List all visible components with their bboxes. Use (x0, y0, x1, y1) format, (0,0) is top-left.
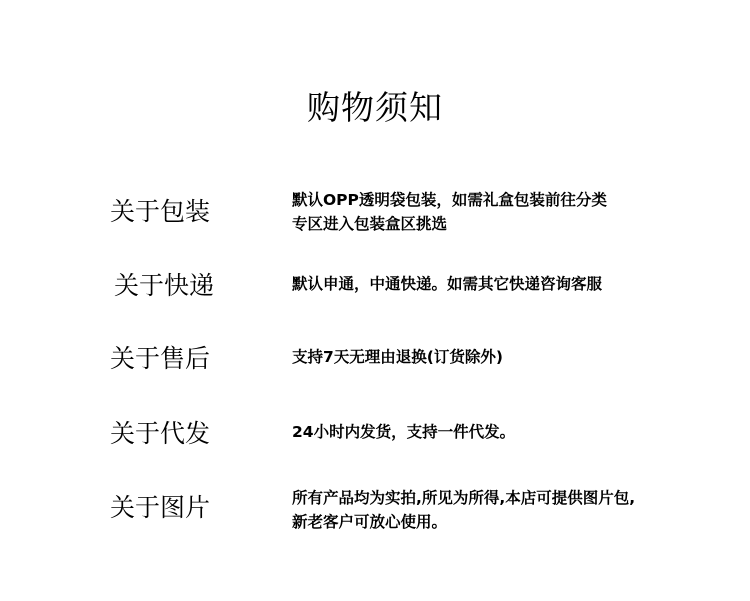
body-line: 新老客户可放心使用。 (292, 513, 448, 531)
body-line: 所有产品均为实拍,所见为所得,本店可提供图片包, (292, 489, 636, 507)
section-title-delivery: 关于快递 (114, 271, 215, 300)
body-line: 支持7天无理由退换(订货除外) (292, 348, 503, 366)
body-line: 24小时内发货，支持一件代发。 (292, 423, 516, 441)
section-title-dropshipping: 关于代发 (110, 419, 211, 448)
section-body-after-sales (292, 345, 722, 369)
section-title-after-sales: 关于售后 (110, 344, 211, 373)
body-line: 默认OPP透明袋包装，如需礼盒包装前往分类 (292, 191, 607, 209)
section-title-packaging: 关于包装 (110, 197, 211, 226)
section-body-delivery (292, 272, 722, 296)
section-title-images: 关于图片 (110, 493, 211, 522)
page-title: 购物须知 (307, 88, 443, 127)
body-line: 专区进入包装盒区挑选 (292, 215, 448, 233)
section-body-dropshipping (292, 420, 722, 444)
section-body-images (292, 486, 722, 534)
section-body-packaging (292, 188, 722, 236)
body-line: 默认申通，中通快递。如需其它快递咨询客服 (292, 275, 603, 293)
